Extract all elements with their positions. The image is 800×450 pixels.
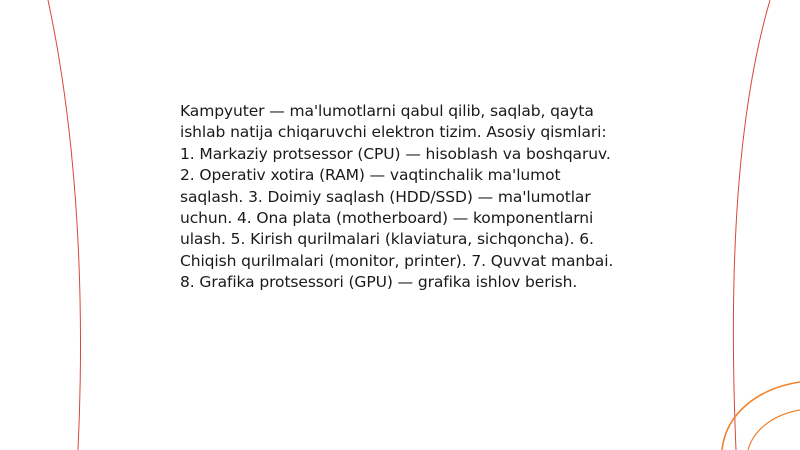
- right-decorative-curve: [733, 0, 770, 450]
- slide-body-text: Kampyuter — ma'lumotlarni qabul qilib, saqlab, qayta ishlab natija chiqaruvchi elektron tizim. Asosiy qismlari: 1. Markaziy protsessor (CPU) — hisoblash va boshqaruv. 2. Operativ xotira (RAM) — vaqtinchalik ma'lumot saqlash. 3. Doimiy saqlash (HDD/SSD) — ma'lumotlar uchun. 4. Ona plata (motherboard) — komponentlarni ulash. 5. Kirish qurilmalari (klaviatura, sichqoncha). 6. Chiqish qurilmalari (monitor, printer). 7. Quvvat manbai. 8. Grafika protsessori (GPU) — grafika ishlov berish.: [180, 102, 614, 292]
- left-decorative-curve: [48, 0, 80, 450]
- orange-arc-inner: [748, 410, 800, 450]
